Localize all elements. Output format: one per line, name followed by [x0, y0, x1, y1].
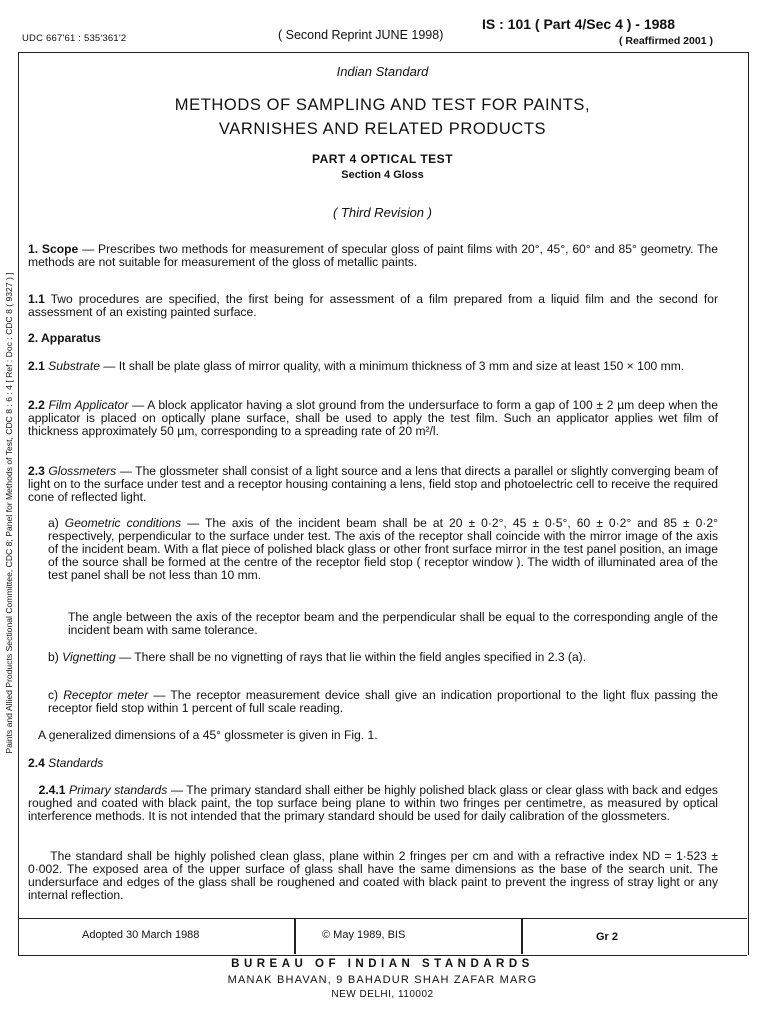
part-heading: PART 4 OPTICAL TEST — [311, 152, 454, 166]
publisher-city: NEW DELHI, 110002 — [331, 989, 434, 1000]
clause-heading: 2.4.1 — [38, 783, 66, 797]
clause-2-4-1 — [28, 784, 718, 823]
clause-2-3-b — [48, 651, 718, 664]
reprint-note: ( Second Reprint JUNE 1998) — [278, 28, 444, 42]
clause-heading: 1.1 — [28, 292, 45, 306]
clause-term: Glossmeters — [44, 464, 117, 478]
reaffirmed-note: ( Reaffirmed 2001 ) — [619, 35, 713, 47]
clause-text: — The glossmeter shall consist of a light source and a lens that directs a parallel or slightly converging beam of light on to the surface under test and a receptor housing containing a lens, field stop and photoelectric cell to receive the required cone of reflected light. — [28, 464, 718, 504]
title-line-2: VARNISHES AND RELATED PRODUCTS — [218, 120, 547, 138]
clause-term: Receptor meter — [63, 688, 149, 702]
publisher-name: BUREAU OF INDIAN STANDARDS — [231, 958, 534, 970]
clause-text: — A block applicator having a slot ground from the undersurface to form a gap of 100 ± 2 µm deep when the applicator is placed on optically plane surface, shall be used to apply the test film. Such an applicator applies wet film of thickness approximately 50 µm, corresponding to a spreading rate of 20 m²/l. — [28, 398, 718, 438]
clause-text: — Prescribes two methods for measurement of specular gloss of paint films with 20°, 45°, 60° and 85° geometry. The methods are not suitable for measurement of the gloss of metallic paints. — [28, 242, 718, 269]
clause-1-scope — [28, 243, 718, 269]
clause-text: — There shall be no vignetting of rays that lie within the field angles specified in 2.3 (a). — [115, 650, 587, 664]
clause-heading: 2.2 — [28, 398, 45, 412]
clause-2-4 — [28, 757, 718, 770]
clause-2-1 — [28, 360, 718, 373]
section-heading: Section 4 Gloss — [341, 169, 424, 181]
copyright-notice: © May 1989, BIS — [322, 929, 406, 941]
clause-term: Vignetting — [62, 650, 116, 664]
item-label: c) — [48, 688, 64, 702]
clause-heading: 2.3 — [28, 464, 45, 478]
clause-text: — The receptor measurement device shall give an indication proportional to the light flux passing the receptor field stop within 1 percent of full scale reading. — [48, 688, 718, 715]
footer-divider — [294, 918, 296, 954]
clause-text: — It shall be plate glass of mirror quality, with a minimum thickness of 3 mm and size at least 150 × 100 mm. — [99, 359, 685, 373]
price-group: Gr 2 — [596, 931, 619, 943]
standard-number: IS : 101 ( Part 4/Sec 4 ) - 1988 — [482, 16, 675, 32]
clause-text: The angle between the axis of the receptor beam and the perpendicular shall be equal to the corresponding angle of the incident beam with same tolerance. — [68, 610, 718, 637]
clause-text: The standard shall be highly polished clean glass, plane within 2 fringes per cm and with a refractive index ND = 1·523 ± 0·002. The exposed area of the upper surface of glass shall have the same dimensions as the base of the search unit. The undersurface and edges of the glass shall be roughened and coated with black paint to prevent the ingress of stray light or any internal reflection. — [28, 849, 718, 902]
udc-code: UDC 667'61 : 535'361'2 — [22, 33, 127, 44]
clause-1-1 — [28, 293, 718, 319]
indian-standard-label: Indian Standard — [336, 64, 429, 79]
clause-term: Substrate — [44, 359, 100, 373]
committee-sidebar — [2, 190, 16, 840]
footer-divider — [521, 918, 523, 954]
figure-reference — [38, 729, 718, 742]
revision-label: ( Third Revision ) — [333, 205, 432, 220]
clause-heading: 1. Scope — [28, 242, 79, 256]
clause-text: — The primary standard shall either be highly polished black glass or clear glass with back and edges roughed and coated with black paint, the top surface being plane to within two fringes per centimetre, as measured by optical interference methods. It is not intended that the primary standard should be used for daily calibration of the glossmeters. — [28, 783, 718, 823]
clause-text: A generalized dimensions of a 45° glossmeter is given in Fig. 1. — [38, 728, 378, 742]
committee-text: Paints and Allied Products Sectional Committee, CDC 8; Panel for Methods of Test, CDC 8 : 6 : 4 [ Ref : Doc : CDC 8 ( 9327 ) ] — [4, 272, 14, 754]
clause-text: Two procedures are specified, the first being for assessment of a film prepared from a liquid film and the second for assessment of an existing painted surface. — [28, 292, 718, 319]
clause-2-3-c — [48, 689, 718, 715]
clause-term: Film Applicator — [44, 398, 129, 412]
clause-2-3-a-para2 — [68, 611, 718, 637]
clause-2-apparatus — [28, 332, 718, 345]
title-line-1: METHODS OF SAMPLING AND TEST FOR PAINTS, — [174, 96, 591, 114]
clause-heading: 2.1 — [28, 359, 45, 373]
clause-heading: 2. Apparatus — [28, 331, 101, 345]
standard-glass-paragraph — [28, 850, 718, 902]
item-label: a) — [48, 516, 65, 530]
clause-2-3 — [28, 465, 718, 504]
clause-text: — The axis of the incident beam shall be at 20 ± 0·2°, 45 ± 0·5°, 60 ± 0·2° and 85 ± 0·2° respectively, perpendicular to the surface under test. The axis of the receptor shall coincide with the mirror image of the axis of the incident beam. With a flat piece of polished black glass or other front surface mirror in the test panel position, an image of the source shall be formed at the centre of the receptor field stop ( receptor window ). The width of illuminated area of the test panel shall be not less than 10 mm. — [48, 516, 718, 582]
adopted-date: Adopted 30 March 1988 — [82, 929, 200, 941]
publisher-address: MANAK BHAVAN, 9 BAHADUR SHAH ZAFAR MARG — [227, 974, 538, 986]
clause-2-2 — [28, 399, 718, 438]
clause-2-3-a — [48, 517, 718, 582]
clause-term: Standards — [44, 756, 104, 770]
clause-heading: 2.4 — [28, 756, 45, 770]
item-label: b) — [48, 650, 63, 664]
clause-term: Geometric conditions — [64, 516, 182, 530]
clause-term: Primary standards — [65, 783, 168, 797]
